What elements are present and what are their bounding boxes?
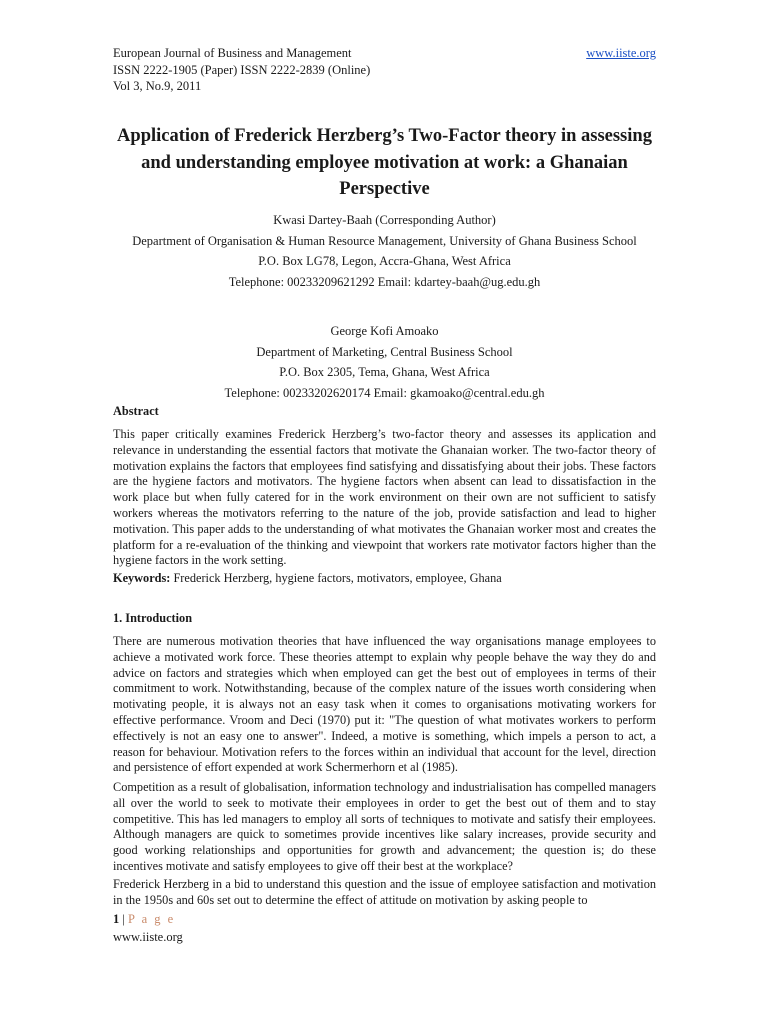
journal-header (113, 45, 656, 95)
author-contact: Telephone: 00233209621292 Email: kdartey-baah@ug.edu.gh (228, 274, 541, 289)
keywords-label: Keywords: (113, 571, 171, 585)
introduction-paragraph-1 (113, 634, 656, 776)
journal-issn: ISSN 2222-1905 (Paper) ISSN 2222-2839 (Online) (113, 62, 371, 77)
abstract-heading: Abstract (113, 404, 159, 418)
page-separator: | (119, 912, 129, 926)
abstract-paragraph: This paper critically examines Frederick Herzberg’s two-factor theory and assesses its application and relevance in understanding the essential factors that motivate the Ghanaian worker. The two-factor theory of motivation explains the factors that employees find satisfying and dissatisfying about their jobs. These factors are the hygiene factors and motivators. The hygiene factors when absent can lead to dissatisfaction in the work place but when fully catered for in the work environment on their own are not sufficient to satisfy workers whereas the motivators referring to the nature of the job, provide satisfaction and lead to higher motivation. This paper adds to the understanding of what motivates the Ghanaian worker most and creates the platform for a re-evaluation of the thinking and viewpoint that workers rate motivator factors higher than the hygiene factors in the work setting. (113, 427, 656, 568)
paragraph-text: There are numerous motivation theories that have influenced the way organisations manage employees to achieve a motivated work force. These theories attempt to explain why people behave the way they do and advice on factors and strategies which when employed can get the best out of employees in terms of their commitment to work. Notwithstanding, because of the complex nature of the issues worth considering when motivating people, it is always not an easy task when it comes to organisations motivating workers for effective performance. Vroom and Deci (1970) put it: "The question of what motivates workers to perform effectively is not an easy one to answer". Indeed, a motive is something, which impels a person to act, a reason for behaviour. Motivation refers to the forces within an individual that account for the level, direction and persistence of effort expended at work Schermerhorn et al (1985). (113, 634, 656, 775)
journal-website-link[interactable]: www.iiste.org (586, 46, 656, 60)
author-name: George Kofi Amoako (330, 324, 439, 338)
keywords-line (113, 571, 656, 587)
journal-name: European Journal of Business and Management (113, 46, 352, 60)
author-address: P.O. Box LG78, Legon, Accra-Ghana, West Africa (258, 254, 511, 268)
journal-volume: Vol 3, No.9, 2011 (113, 79, 202, 93)
author-department: Department of Organisation & Human Resource Management, University of Ghana Business School (132, 233, 637, 248)
abstract-text (113, 427, 656, 569)
author-block-1 (113, 210, 656, 292)
author-address: P.O. Box 2305, Tema, Ghana, West Africa (279, 365, 490, 379)
section-heading-introduction: 1. Introduction (113, 611, 193, 625)
introduction-paragraph-3 (113, 877, 656, 909)
author-block-2 (113, 321, 656, 403)
introduction-paragraph-2 (113, 780, 656, 875)
keywords-list: Frederick Herzberg, hygiene factors, motivators, employee, Ghana (170, 571, 502, 585)
author-name: Kwasi Dartey-Baah (Corresponding Author) (273, 213, 496, 227)
paragraph-text: Competition as a result of globalisation, information technology and industrialisation has compelled managers all over the world to seek to motivate their employees in order to get the best out of them and to stay competitive. This has led managers to employ all sorts of techniques to motivate and satisfy their employees. Although managers are quick to sometimes provide incentives like salary increases, provide security and good working relationships and opportunities for growth and advancement; the question is; do these incentives motivate and satisfy employees to give off their best at the workplace? (113, 780, 656, 873)
footer-website: www.iiste.org (113, 929, 183, 944)
paragraph-text: Frederick Herzberg in a bid to understand this question and the issue of employee satisfaction and motivation in the 1950s and 60s set out to determine the effect of attitude on motivation by asking people to (113, 877, 656, 907)
author-department: Department of Marketing, Central Business School (256, 344, 513, 359)
author-contact: Telephone: 00233202620174 Email: gkamoako@central.edu.gh (224, 385, 545, 400)
page-footer (113, 912, 413, 945)
page-label: P a g e (128, 912, 176, 926)
page-number: 1 (113, 912, 120, 926)
paper-title: Application of Frederick Herzberg’s Two-Factor theory in assessing and understanding employee motivation at work: a Ghanaian Perspective (117, 126, 652, 199)
